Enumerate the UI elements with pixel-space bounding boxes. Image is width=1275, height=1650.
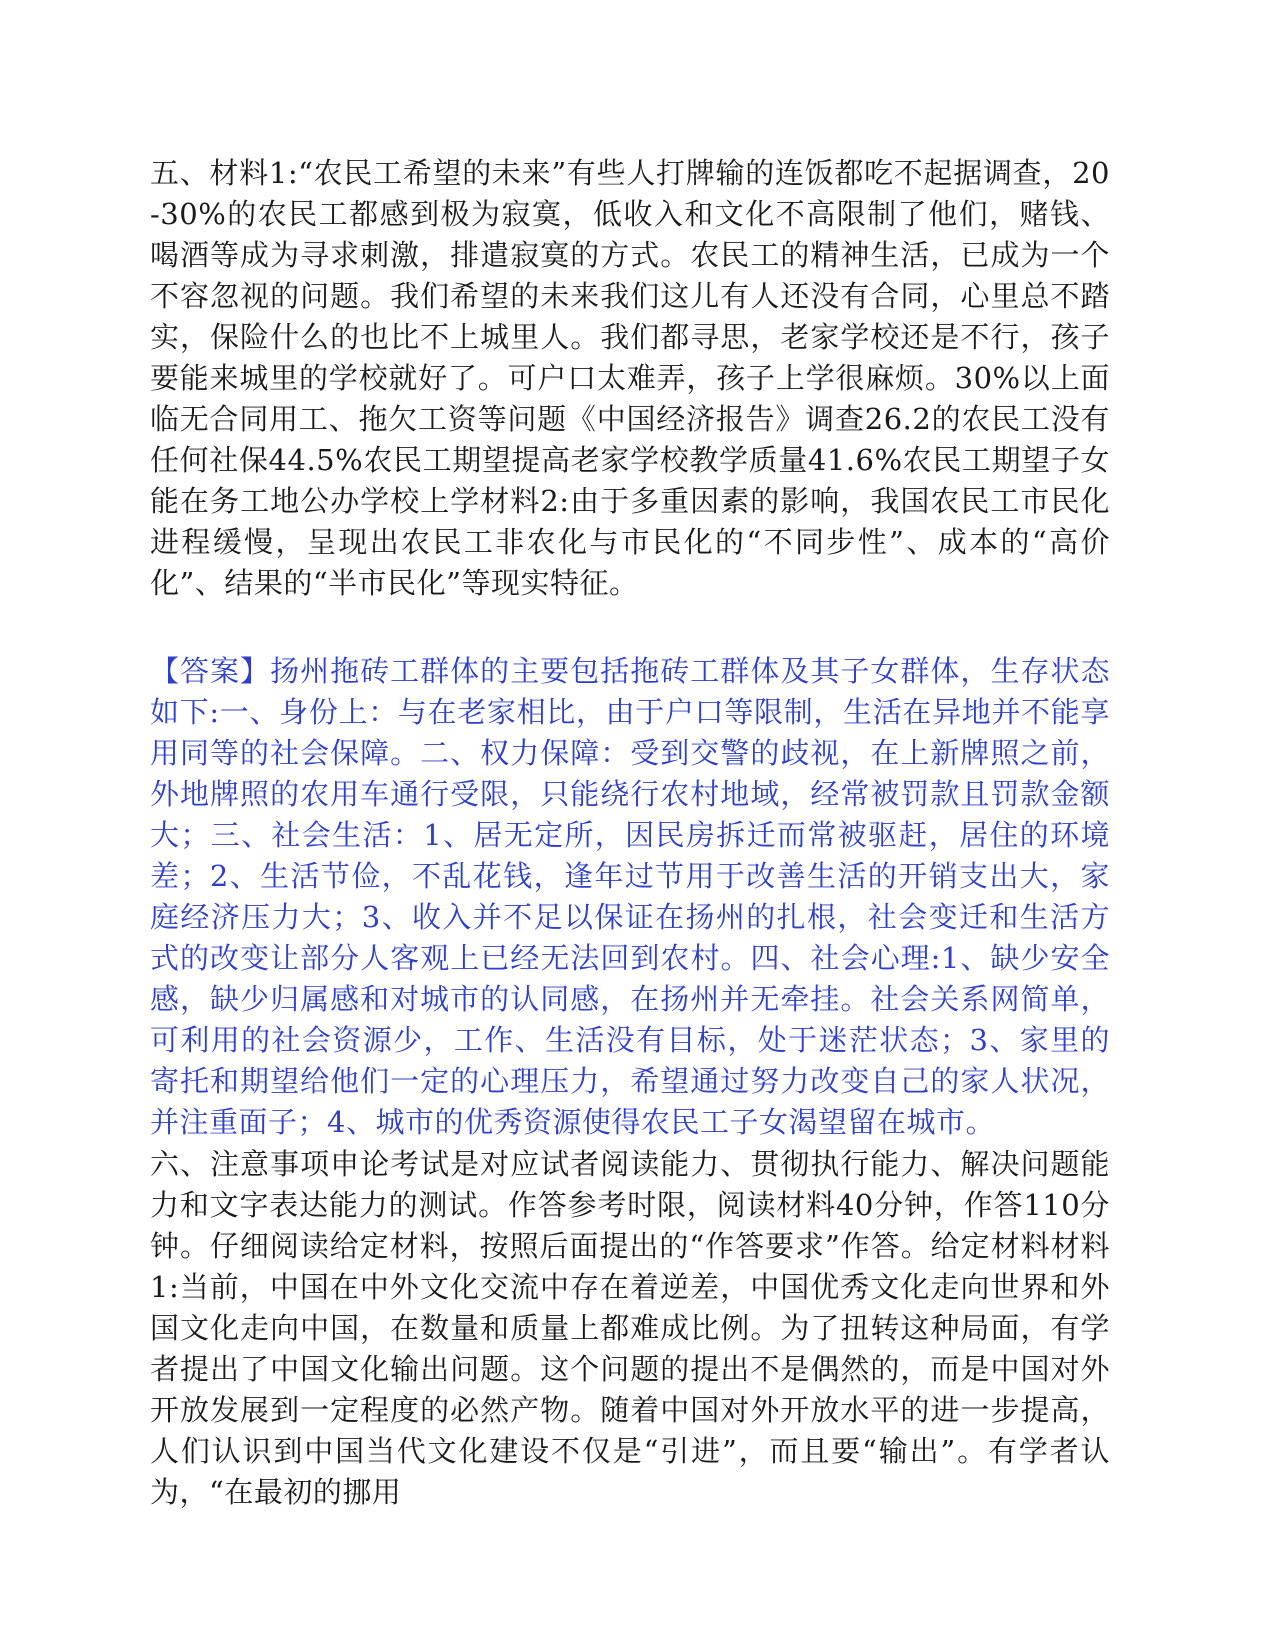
question-6-paragraph: 六、注意事项申论考试是对应试者阅读能力、贯彻执行能力、解决问题能力和文字表达能力的测试。作答参考时限，阅读材料40分钟，作答110分钟。仔细阅读给定材料，按照后面提出的“作答要求”作答。给定材料材料1:当前，中国在中外文化交流中存在着逆差，中国优秀文化走向世界和外国文化走向中国，在数量和质量上都难成比例。为了扭转这种局面，有学者提出了中国文化输出问题。这个问题的提出不是偶然的，而是中国对外开放发展到一定程度的必然产物。随着中国对外开放水平的进一步提高，人们认识到中国当代文化建设不仅是“引进”，而且要“输出”。有学者认为，“在最初的挪用 <box>150 1147 1110 1509</box>
question-5-paragraph: 五、材料1:“农民工希望的未来”有些人打牌输的连饭都吃不起据调查，20-30%的农民工都感到极为寂寞，低收入和文化不高限制了他们，赌钱、喝酒等成为寻求刺激，排遣寂寞的方式。农民工的精神生活，已成为一个不容忽视的问题。我们希望的未来我们这儿有人还没有合同，心里总不踏实，保险什么的也比不上城里人。我们都寻思，老家学校还是不行，孩子要能来城里的学校就好了。可户口太难弄，孩子上学很麻烦。30%以上面临无合同用工、拖欠工资等问题《中国经济报告》调查26.2的农民工没有任何社保44.5%农民工期望提高老家学校教学质量41.6%农民工期望子女能在务工地公办学校上学材料2:由于多重因素的影响，我国农民工市民化进程缓慢，呈现出农民工非农化与市民化的“不同步性”、成本的“高价化”、结果的“半市民化”等现实特征。 <box>150 156 1110 600</box>
answer-paragraph: 【答案】扬州拖砖工群体的主要包括拖砖工群体及其子女群体，生存状态如下:一、身份上：与在老家相比，由于户口等限制，生活在异地并不能享用同等的社会保障。二、权力保障：受到交警的歧视，在上新牌照之前，外地牌照的农用车通行受限，只能绕行农村地域，经常被罚款且罚款金额大；三、社会生活：1、居无定所，因民房拆迁而常被驱赶，居住的环境差；2、生活节俭，不乱花钱，逢年过节用于改善生活的开销支出大，家庭经济压力大；3、收入并不足以保证在扬州的扎根，社会变迁和生活方式的改变让部分人客观上已经无法回到农村。四、社会心理:1、缺少安全感，缺少归属感和对城市的认同感，在扬州并无牵挂。社会关系网简单，可利用的社会资源少，工作、生活没有目标，处于迷茫状态；3、家里的寄托和期望给他们一定的心理压力，希望通过努力改变自己的家人状况，并注重面子；4、城市的优秀资源使得农民工子女渴望留在城市。 <box>150 654 1110 1139</box>
